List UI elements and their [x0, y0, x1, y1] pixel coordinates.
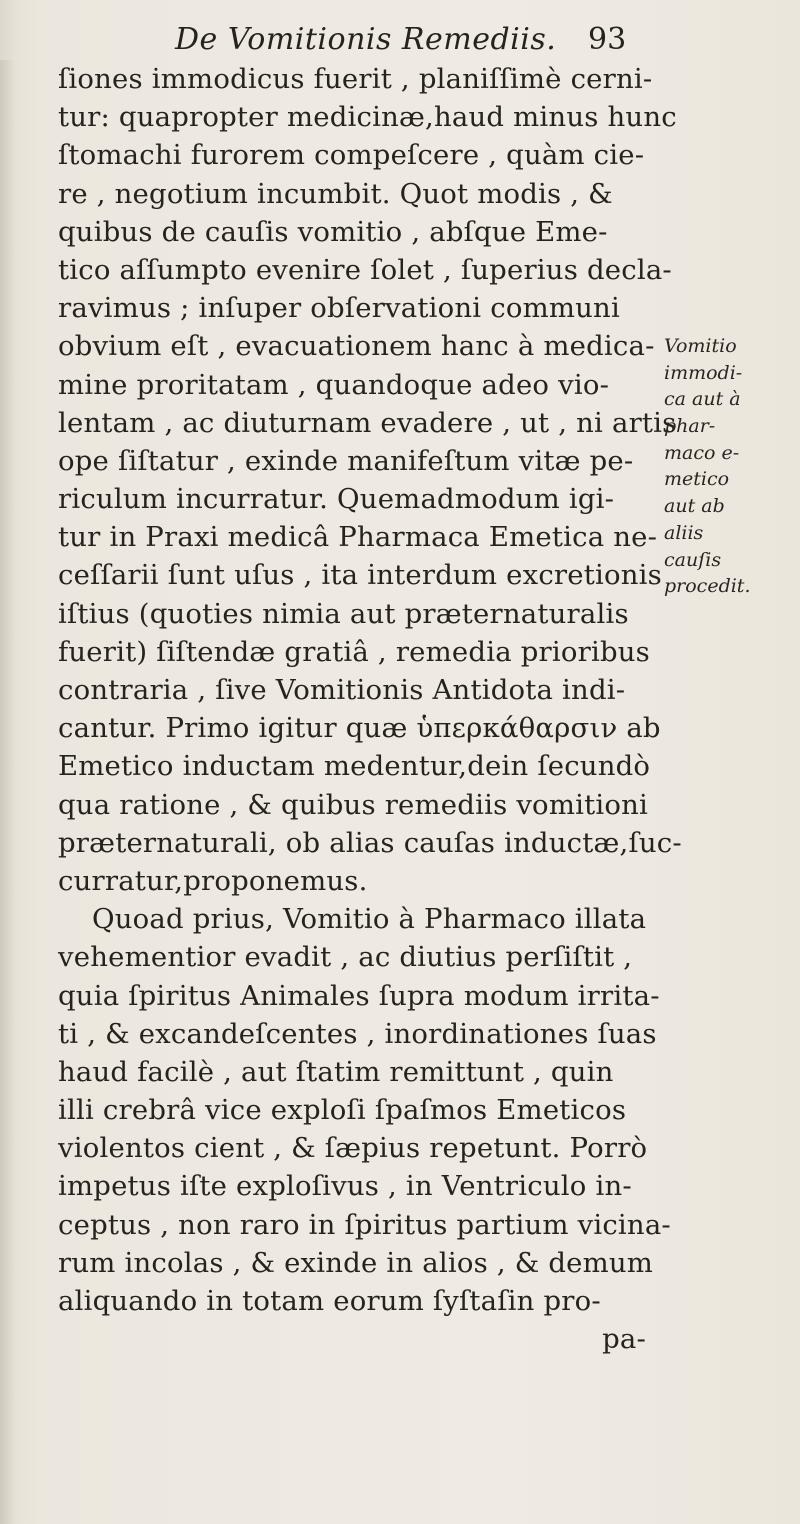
text-line: illi crebrâ vice exploſi ſpaſmos Emeticos — [58, 1094, 627, 1127]
text-line: fuerit) ſiſtendæ gratiâ , remedia prioribus — [58, 635, 650, 668]
text-line: Emetico inductam medentur,dein ſecundò — [58, 750, 651, 783]
page-header — [0, 12, 800, 62]
running-title: De Vomitionis Remediis. — [175, 22, 557, 57]
text-line: iſtius (quoties nimia aut præternaturalis — [58, 597, 629, 630]
text-line: vehementior evadit , ac diutius perſiſtit , — [58, 941, 633, 974]
text-line: quia ſpiritus Animales ſupra modum irrita- — [58, 979, 660, 1012]
text-line: quibus de cauſis vomitio , abſque Eme- — [58, 215, 608, 248]
text-line: ceſſarii ſunt uſus , ita interdum excretionis — [58, 559, 662, 592]
text-line: curratur,proponemus. — [58, 864, 368, 897]
margin-note-line: cauſis — [664, 548, 722, 571]
page-number: 93 — [588, 22, 627, 57]
text-line: ti , & excandeſcentes , inordinationes ſuas — [58, 1017, 657, 1050]
margin-note-line: metico — [664, 468, 730, 491]
body-text — [58, 60, 682, 1358]
text-line: cantur. Primo igitur quæ ὑπερκάθαρσιν ab — [58, 712, 661, 745]
margin-note-line: phar- — [664, 415, 716, 438]
margin-note-line: ca aut à — [664, 388, 741, 411]
margin-note-line: immodi- — [664, 361, 743, 384]
text-line: impetus iſte exploſivus , in Ventriculo in- — [58, 1170, 632, 1203]
text-line: violentos cient , & ſæpius repetunt. Porrò — [58, 1132, 648, 1165]
catchword-line — [58, 1320, 658, 1358]
text-line: tur in Praxi medicâ Pharmaca Emetica ne- — [58, 521, 658, 554]
text-line: aliquando in totam eorum ſyſtaſin pro- — [58, 1285, 601, 1317]
margin-note-line: maco e- — [664, 441, 740, 464]
text-line: mine proritatam , quandoque adeo vio- — [58, 368, 610, 401]
text-line: ravimus ; inſuper obſervationi communi — [58, 292, 620, 325]
margin-note-line: procedit. — [664, 575, 751, 598]
text-line: ceptus , non raro in ſpiritus partium vicina- — [58, 1208, 671, 1241]
text-line: qua ratione , & quibus remediis vomitioni — [58, 788, 648, 821]
text-line: obvium eſt , evacuationem hanc à medica- — [58, 330, 655, 363]
margin-note-line: Vomitio — [664, 335, 737, 357]
text-line: tur: quapropter medicinæ,haud minus hunc — [58, 101, 677, 134]
text-line: præternaturali, ob alias cauſas inductæ,ſuc- — [58, 826, 682, 859]
text-line: haud facilè , aut ſtatim remittunt , quin — [58, 1055, 614, 1088]
margin-note-line: aut ab — [664, 495, 725, 518]
text-line: lentam , ac diuturnam evadere , ut , ni artis — [58, 406, 677, 439]
text-line: tico aſſumpto evenire ſolet , ſuperius decla- — [58, 253, 672, 286]
text-line: contraria , ſive Vomitionis Antidota indi- — [58, 674, 626, 706]
text-line: ſiones immodicus fuerit , planiſſimè cerni- — [58, 63, 653, 95]
text-line: ope ſiſtatur , exinde manifeſtum vitæ pe- — [58, 444, 634, 477]
text-line: re , negotium incumbit. Quot modis , & — [58, 177, 613, 210]
marginal-note — [664, 333, 798, 600]
paragraph-start-line: Quoad prius, Vomitio à Pharmaco illata — [92, 903, 647, 936]
binding-gutter — [0, 60, 14, 1524]
text-line: rum incolas , & exinde in alios , & demum — [58, 1246, 654, 1279]
margin-note-line: aliis — [664, 521, 704, 544]
text-line: riculum incurratur. Quemadmodum igi- — [58, 483, 615, 516]
text-line: ſtomachi furorem compeſcere , quàm cie- — [58, 139, 645, 172]
catchword: pa- — [602, 1323, 646, 1356]
